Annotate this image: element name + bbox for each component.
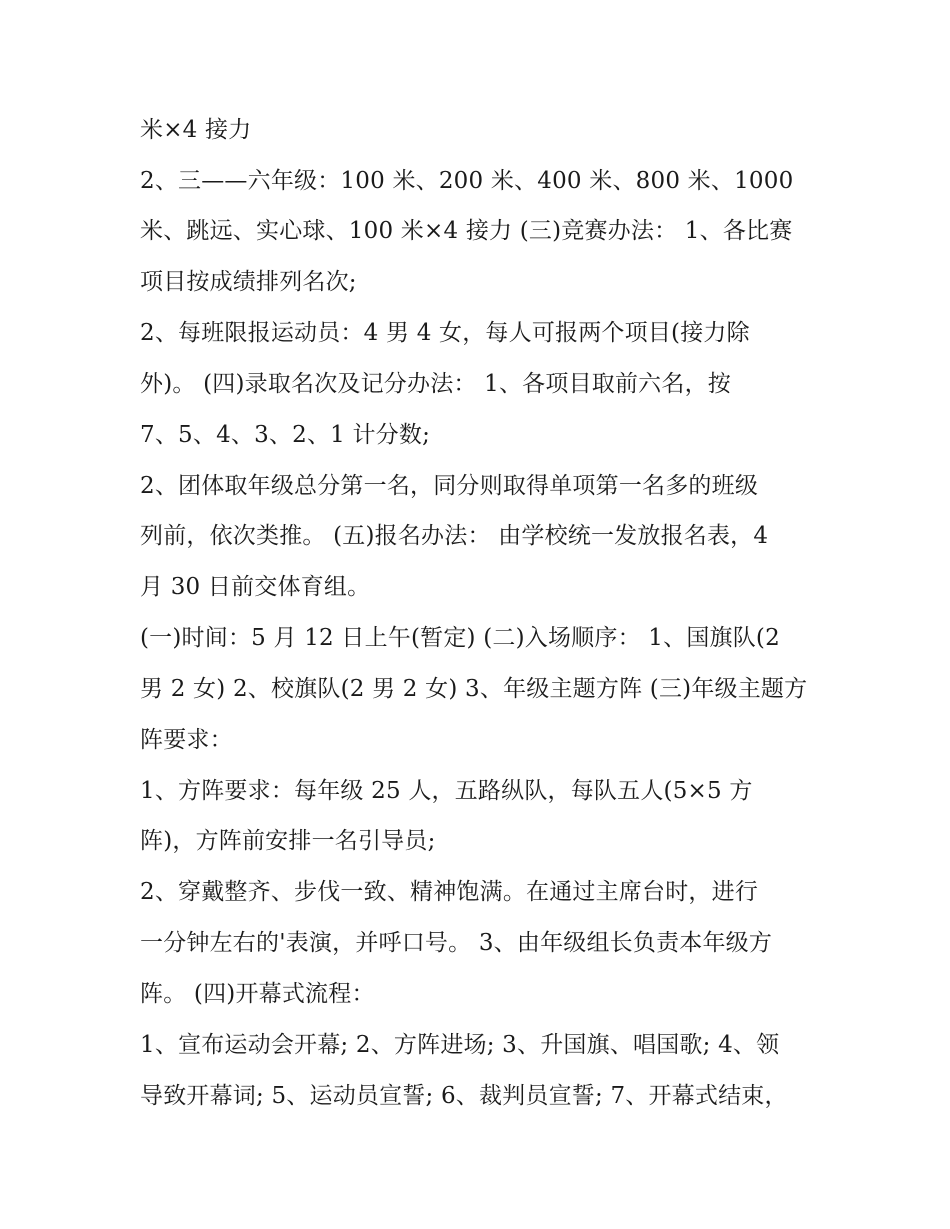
text-line: 1、方阵要求：每年级 25 人，五路纵队，每队五人(5×5 方 xyxy=(140,778,753,804)
text-line: 阵。 (四)开幕式流程： xyxy=(140,981,375,1007)
text-line: 米×4 接力 xyxy=(140,117,252,143)
text-line: 项目按成绩排列名次; xyxy=(140,269,357,295)
text-line: 1、宣布运动会开幕; 2、方阵进场; 3、升国旗、唱国歌; 4、领 xyxy=(140,1032,780,1058)
text-line: 米、跳远、实心球、100 米×4 接力 (三)竞赛办法： 1、各比赛 xyxy=(140,218,793,244)
text-line: 阵要求： xyxy=(140,727,233,753)
text-line: 月 30 日前交体育组。 xyxy=(140,574,371,600)
text-line: 导致开幕词; 5、运动员宣誓; 6、裁判员宣誓; 7、开幕式结束， xyxy=(140,1083,788,1109)
text-line: 一分钟左右的'表演，并呼口号。 3、由年级组长负责本年级方 xyxy=(140,930,773,956)
text-line: 外)。 (四)录取名次及记分办法： 1、各项目取前六名，按 xyxy=(140,371,731,397)
text-line: 2、团体取年级总分第一名，同分则取得单项第一名多的班级 xyxy=(140,473,759,499)
text-line: 男 2 女) 2、校旗队(2 男 2 女) 3、年级主题方阵 (三)年级主题方 xyxy=(140,676,808,702)
text-line: 阵)，方阵前安排一名引导员; xyxy=(140,828,436,854)
text-line: (一)时间：5 月 12 日上午(暂定) (二)入场顺序： 1、国旗队(2 xyxy=(140,625,780,651)
text-line: 列前，依次类推。 (五)报名办法： 由学校统一发放报名表，4 xyxy=(140,523,769,549)
text-line: 2、每班限报运动员：4 男 4 女，每人可报两个项目(接力除 xyxy=(140,320,750,346)
text-line: 2、三——六年级：100 米、200 米、400 米、800 米、1000 xyxy=(140,168,794,194)
text-line: 2、穿戴整齐、步伐一致、精神饱满。在通过主席台时，进行 xyxy=(140,879,759,905)
text-line: 7、5、4、3、2、1 计分数; xyxy=(140,422,431,448)
